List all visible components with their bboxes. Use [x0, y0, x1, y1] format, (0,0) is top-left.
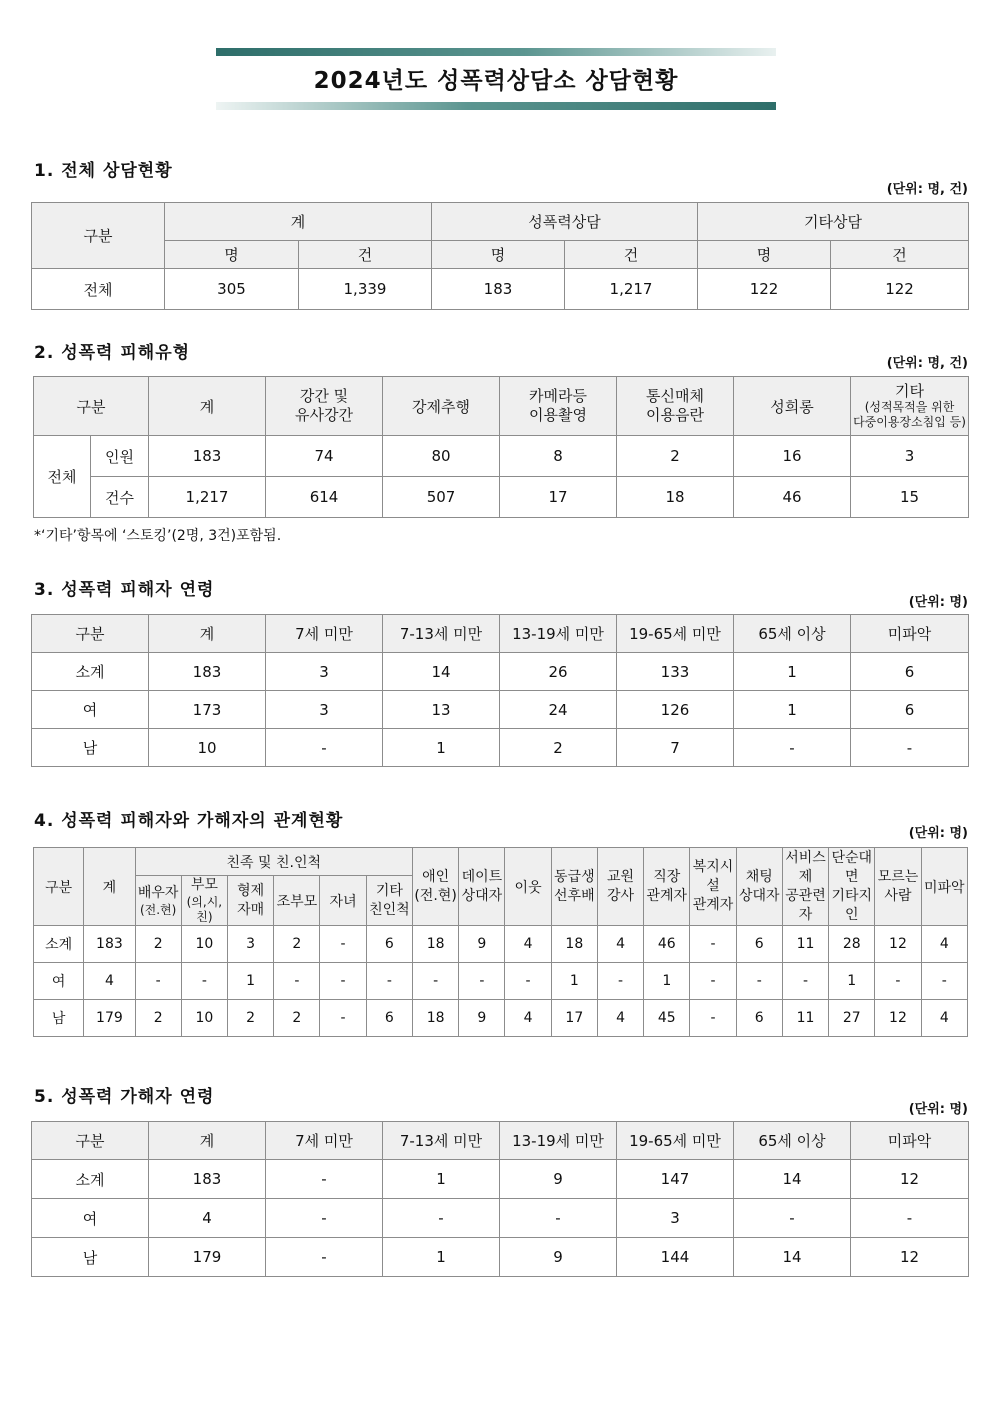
cell: - — [266, 1238, 383, 1277]
cell: - — [266, 1160, 383, 1199]
victim-age-table — [31, 614, 969, 767]
cell: 26 — [500, 653, 617, 691]
section-3-heading: 3. 성폭력 피해자 연령 — [34, 580, 215, 600]
cell: 1 — [228, 963, 274, 1000]
cell: 1 — [644, 963, 690, 1000]
header-age-13-19: 13-19세 미만 — [500, 615, 617, 653]
cell: 1,217 — [565, 269, 698, 310]
header-frel-line1: 기타 — [375, 882, 403, 899]
cell: 1 — [383, 729, 500, 767]
section-5-heading: 5. 성폭력 가해자 연령 — [34, 1087, 215, 1107]
cell: 1 — [734, 691, 851, 729]
cell: 18 — [617, 477, 734, 518]
cell: 183 — [149, 436, 266, 477]
cell: 9 — [459, 1000, 505, 1037]
cell: 6 — [851, 653, 969, 691]
header-teacher — [597, 848, 643, 926]
cell: 17 — [500, 477, 617, 518]
table-row — [34, 477, 969, 518]
header-age-7-13: 7-13세 미만 — [383, 1122, 500, 1160]
cell: - — [135, 963, 181, 1000]
cell: 9 — [459, 926, 505, 963]
section-4-unit: (단위: 명) — [908, 826, 968, 841]
header-unidentified: 미파악 — [921, 848, 967, 926]
row-label: 남 — [34, 1000, 84, 1037]
cell: - — [597, 963, 643, 1000]
header-child: 자녀 — [320, 876, 366, 926]
cell: - — [500, 1199, 617, 1238]
table-row — [34, 1000, 968, 1037]
row-group-label: 전체 — [34, 436, 91, 518]
header-stranger — [875, 848, 921, 926]
cell: 1 — [383, 1160, 500, 1199]
header-other-relative — [366, 876, 412, 926]
cell: 14 — [734, 1238, 851, 1277]
cell: 122 — [831, 269, 969, 310]
header-lover-line1: 애인 — [422, 868, 450, 885]
header-harassment: 성희롱 — [734, 377, 851, 436]
cell: 9 — [500, 1238, 617, 1277]
cell: 1 — [383, 1238, 500, 1277]
cell: 11 — [782, 1000, 828, 1037]
cell: 24 — [500, 691, 617, 729]
cell: 46 — [734, 477, 851, 518]
section-2-unit: (단위: 명, 건) — [886, 356, 968, 371]
cell: 15 — [851, 477, 969, 518]
header-lover-line2: (전.현) — [414, 887, 457, 904]
header-total: 계 — [165, 203, 432, 241]
header-case: 건 — [565, 241, 698, 269]
cell: 3 — [266, 653, 383, 691]
cell: - — [320, 963, 366, 1000]
header-service — [782, 848, 828, 926]
cell: - — [459, 963, 505, 1000]
cell: 8 — [500, 436, 617, 477]
cell: 147 — [617, 1160, 734, 1199]
header-gubun: 구분 — [32, 203, 165, 269]
cell: 74 — [266, 436, 383, 477]
header-age-65plus: 65세 이상 — [734, 1122, 851, 1160]
header-peer-line1: 동급생 — [554, 868, 595, 885]
section-5-unit: (단위: 명) — [908, 1102, 968, 1117]
title-bottom-bar — [216, 102, 776, 110]
table-row — [32, 653, 969, 691]
cell: 4 — [921, 1000, 967, 1037]
row-label: 소계 — [32, 1160, 149, 1199]
header-stranger-line2: 사람 — [884, 887, 912, 904]
header-welfare — [690, 848, 736, 926]
header-peer-line2: 선후배 — [554, 887, 595, 904]
header-age-65plus: 65세 이상 — [734, 615, 851, 653]
cell: 13 — [383, 691, 500, 729]
overall-counseling-table — [31, 202, 969, 310]
header-spouse-line2: (전.현) — [139, 902, 177, 917]
row-label: 남 — [32, 729, 149, 767]
table-row — [34, 926, 968, 963]
cell: 10 — [149, 729, 266, 767]
cell: 4 — [505, 926, 551, 963]
cell: 11 — [782, 926, 828, 963]
header-telecom-line1: 통신매체 — [646, 387, 704, 405]
header-lover — [413, 848, 459, 926]
cell: 173 — [149, 691, 266, 729]
header-frel-line2: 친인척 — [369, 901, 410, 918]
cell: 4 — [149, 1199, 266, 1238]
table-row — [32, 1160, 969, 1199]
cell: 17 — [551, 1000, 597, 1037]
header-person: 명 — [698, 241, 831, 269]
header-gubun: 구분 — [34, 377, 149, 436]
header-teacher-line1: 교원 — [607, 868, 635, 885]
cell: 7 — [617, 729, 734, 767]
header-date-partner — [459, 848, 505, 926]
cell: 14 — [383, 653, 500, 691]
header-rape-line2: 유사강간 — [295, 406, 353, 424]
header-teacher-line2: 강사 — [607, 887, 635, 904]
victim-type-table — [33, 376, 969, 518]
cell: 6 — [736, 1000, 782, 1037]
cell: 6 — [851, 691, 969, 729]
cell: 4 — [505, 1000, 551, 1037]
table-row — [32, 269, 969, 310]
cell: 179 — [84, 1000, 135, 1037]
table-row — [34, 963, 968, 1000]
header-total: 계 — [149, 377, 266, 436]
header-total: 계 — [149, 615, 266, 653]
cell: 4 — [597, 1000, 643, 1037]
cell: 122 — [698, 269, 831, 310]
cell: 2 — [500, 729, 617, 767]
cell: 179 — [149, 1238, 266, 1277]
header-work-line1: 직장 — [653, 868, 681, 885]
cell: 27 — [829, 1000, 875, 1037]
cell: 9 — [500, 1160, 617, 1199]
header-date-line1: 데이트 — [461, 868, 503, 885]
cell: - — [782, 963, 828, 1000]
cell: 2 — [135, 926, 181, 963]
header-sv-counseling: 성폭력상담 — [432, 203, 698, 241]
row-label: 소계 — [34, 926, 84, 963]
cell: 10 — [181, 926, 227, 963]
header-sibling-line2: 자매 — [237, 901, 265, 918]
header-telecom — [617, 377, 734, 436]
header-camera — [500, 377, 617, 436]
row-label: 건수 — [91, 477, 149, 518]
header-age-13-19: 13-19세 미만 — [500, 1122, 617, 1160]
header-sibling — [228, 876, 274, 926]
cell: - — [690, 963, 736, 1000]
header-parent — [181, 876, 227, 926]
cell: 305 — [165, 269, 299, 310]
row-label: 여 — [32, 1199, 149, 1238]
cell: 2 — [274, 1000, 320, 1037]
header-camera-line2: 이용촬영 — [529, 406, 587, 424]
cell: - — [413, 963, 459, 1000]
header-age-7-13: 7-13세 미만 — [383, 615, 500, 653]
cell: 18 — [413, 926, 459, 963]
cell: - — [851, 729, 969, 767]
table-row — [34, 436, 969, 477]
row-label: 전체 — [32, 269, 165, 310]
cell: 1 — [734, 653, 851, 691]
header-rape-line1: 강간 및 — [299, 387, 349, 405]
cell: 80 — [383, 436, 500, 477]
cell: 12 — [851, 1160, 969, 1199]
cell: 12 — [851, 1238, 969, 1277]
header-gubun: 구분 — [34, 848, 84, 926]
header-person: 명 — [165, 241, 299, 269]
cell: 614 — [266, 477, 383, 518]
cell: 144 — [617, 1238, 734, 1277]
row-label: 남 — [32, 1238, 149, 1277]
cell: - — [505, 963, 551, 1000]
relationship-table — [33, 847, 968, 1037]
header-service-line1: 서비스제 — [785, 849, 826, 885]
cell: - — [366, 963, 412, 1000]
header-parent-line1: 부모 — [190, 877, 218, 893]
header-date-line2: 상대자 — [461, 887, 503, 904]
header-age-under7: 7세 미만 — [266, 1122, 383, 1160]
footnote: *‘기타’항목에 ‘스토킹’(2명, 3건)포함됨. — [34, 528, 282, 544]
header-sibling-line1: 형제 — [237, 882, 265, 899]
offender-age-table — [31, 1121, 969, 1277]
cell: 507 — [383, 477, 500, 518]
cell: 2 — [228, 1000, 274, 1037]
cell: 1,339 — [299, 269, 432, 310]
section-3-unit: (단위: 명) — [908, 595, 968, 610]
header-chat — [736, 848, 782, 926]
header-telecom-line2: 이용음란 — [646, 406, 704, 424]
row-label: 여 — [32, 691, 149, 729]
header-service-line2: 공관련자 — [785, 887, 826, 923]
header-family-group: 친족 및 친.인척 — [135, 848, 412, 876]
header-parent-line2: (의,시,친) — [186, 895, 223, 924]
header-grandparent: 조부모 — [274, 876, 320, 926]
section-1-unit: (단위: 명, 건) — [886, 182, 968, 197]
cell: - — [320, 1000, 366, 1037]
header-etc-line2: (성적목적을 위한 — [864, 400, 955, 414]
cell: 10 — [181, 1000, 227, 1037]
cell: - — [383, 1199, 500, 1238]
cell: 4 — [597, 926, 643, 963]
cell: 6 — [366, 926, 412, 963]
header-camera-line1: 카메라등 — [529, 387, 587, 405]
header-gubun: 구분 — [32, 1122, 149, 1160]
header-work-line2: 관계자 — [646, 887, 688, 904]
cell: 14 — [734, 1160, 851, 1199]
header-peer — [551, 848, 597, 926]
cell: 183 — [84, 926, 135, 963]
header-case: 건 — [299, 241, 432, 269]
cell: - — [851, 1199, 969, 1238]
table-row — [32, 729, 969, 767]
cell: 18 — [413, 1000, 459, 1037]
cell: 6 — [366, 1000, 412, 1037]
cell: - — [266, 1199, 383, 1238]
cell: 126 — [617, 691, 734, 729]
row-label: 소계 — [32, 653, 149, 691]
header-age-19-65: 19-65세 미만 — [617, 615, 734, 653]
header-total: 계 — [149, 1122, 266, 1160]
document-title: 2024년도 성폭력상담소 상담현황 — [313, 68, 679, 94]
header-etc-line1: 기타 — [895, 382, 924, 400]
cell: 2 — [617, 436, 734, 477]
header-gubun: 구분 — [32, 615, 149, 653]
cell: 4 — [84, 963, 135, 1000]
header-acq-line2: 기타지인 — [831, 887, 873, 923]
header-forced-indecency: 강제추행 — [383, 377, 500, 436]
cell: - — [320, 926, 366, 963]
cell: 28 — [829, 926, 875, 963]
section-4-heading: 4. 성폭력 피해자와 가해자의 관계현황 — [34, 811, 344, 831]
header-unidentified: 미파악 — [851, 1122, 969, 1160]
header-person: 명 — [432, 241, 565, 269]
cell: 1 — [551, 963, 597, 1000]
table-row — [32, 1199, 969, 1238]
header-welfare-line1: 복지시설 — [692, 859, 734, 894]
cell: 45 — [644, 1000, 690, 1037]
cell: 3 — [851, 436, 969, 477]
cell: - — [734, 1199, 851, 1238]
header-rape — [266, 377, 383, 436]
cell: - — [921, 963, 967, 1000]
cell: 2 — [274, 926, 320, 963]
header-etc-line3: 다중이용장소침입 등) — [853, 415, 966, 429]
cell: 18 — [551, 926, 597, 963]
cell: 6 — [736, 926, 782, 963]
header-workplace — [644, 848, 690, 926]
row-label: 여 — [34, 963, 84, 1000]
table-row — [32, 691, 969, 729]
header-welfare-line2: 관계자 — [692, 897, 734, 913]
header-etc — [851, 377, 969, 436]
cell: - — [734, 729, 851, 767]
cell: 3 — [617, 1199, 734, 1238]
cell: 12 — [875, 1000, 921, 1037]
header-acquaintance — [829, 848, 875, 926]
header-spouse — [135, 876, 181, 926]
document-title-block — [216, 48, 776, 110]
header-age-19-65: 19-65세 미만 — [617, 1122, 734, 1160]
cell: 46 — [644, 926, 690, 963]
cell: - — [181, 963, 227, 1000]
table-row — [32, 1238, 969, 1277]
cell: 183 — [432, 269, 565, 310]
cell: - — [875, 963, 921, 1000]
header-acq-line1: 단순대면 — [831, 849, 873, 885]
cell: 4 — [921, 926, 967, 963]
cell: - — [736, 963, 782, 1000]
header-age-under7: 7세 미만 — [266, 615, 383, 653]
cell: 3 — [228, 926, 274, 963]
header-stranger-line1: 모르는 — [877, 868, 919, 885]
header-total: 계 — [84, 848, 135, 926]
cell: 16 — [734, 436, 851, 477]
header-chat-line2: 상대자 — [738, 887, 780, 904]
header-case: 건 — [831, 241, 969, 269]
cell: 1,217 — [149, 477, 266, 518]
section-2-heading: 2. 성폭력 피해유형 — [34, 343, 191, 363]
cell: 12 — [875, 926, 921, 963]
cell: - — [266, 729, 383, 767]
cell: 183 — [149, 653, 266, 691]
cell: 1 — [829, 963, 875, 1000]
cell: - — [690, 1000, 736, 1037]
cell: 183 — [149, 1160, 266, 1199]
cell: 133 — [617, 653, 734, 691]
header-etc-counseling: 기타상담 — [698, 203, 969, 241]
header-neighbor: 이웃 — [505, 848, 551, 926]
cell: 3 — [266, 691, 383, 729]
header-chat-line1: 채팅 — [745, 868, 773, 885]
row-label: 인원 — [91, 436, 149, 477]
cell: - — [274, 963, 320, 1000]
cell: 2 — [135, 1000, 181, 1037]
header-spouse-line1: 배우자 — [137, 884, 179, 901]
header-unidentified: 미파악 — [851, 615, 969, 653]
cell: - — [690, 926, 736, 963]
section-1-heading: 1. 전체 상담현황 — [34, 161, 173, 181]
title-top-bar — [216, 48, 776, 56]
